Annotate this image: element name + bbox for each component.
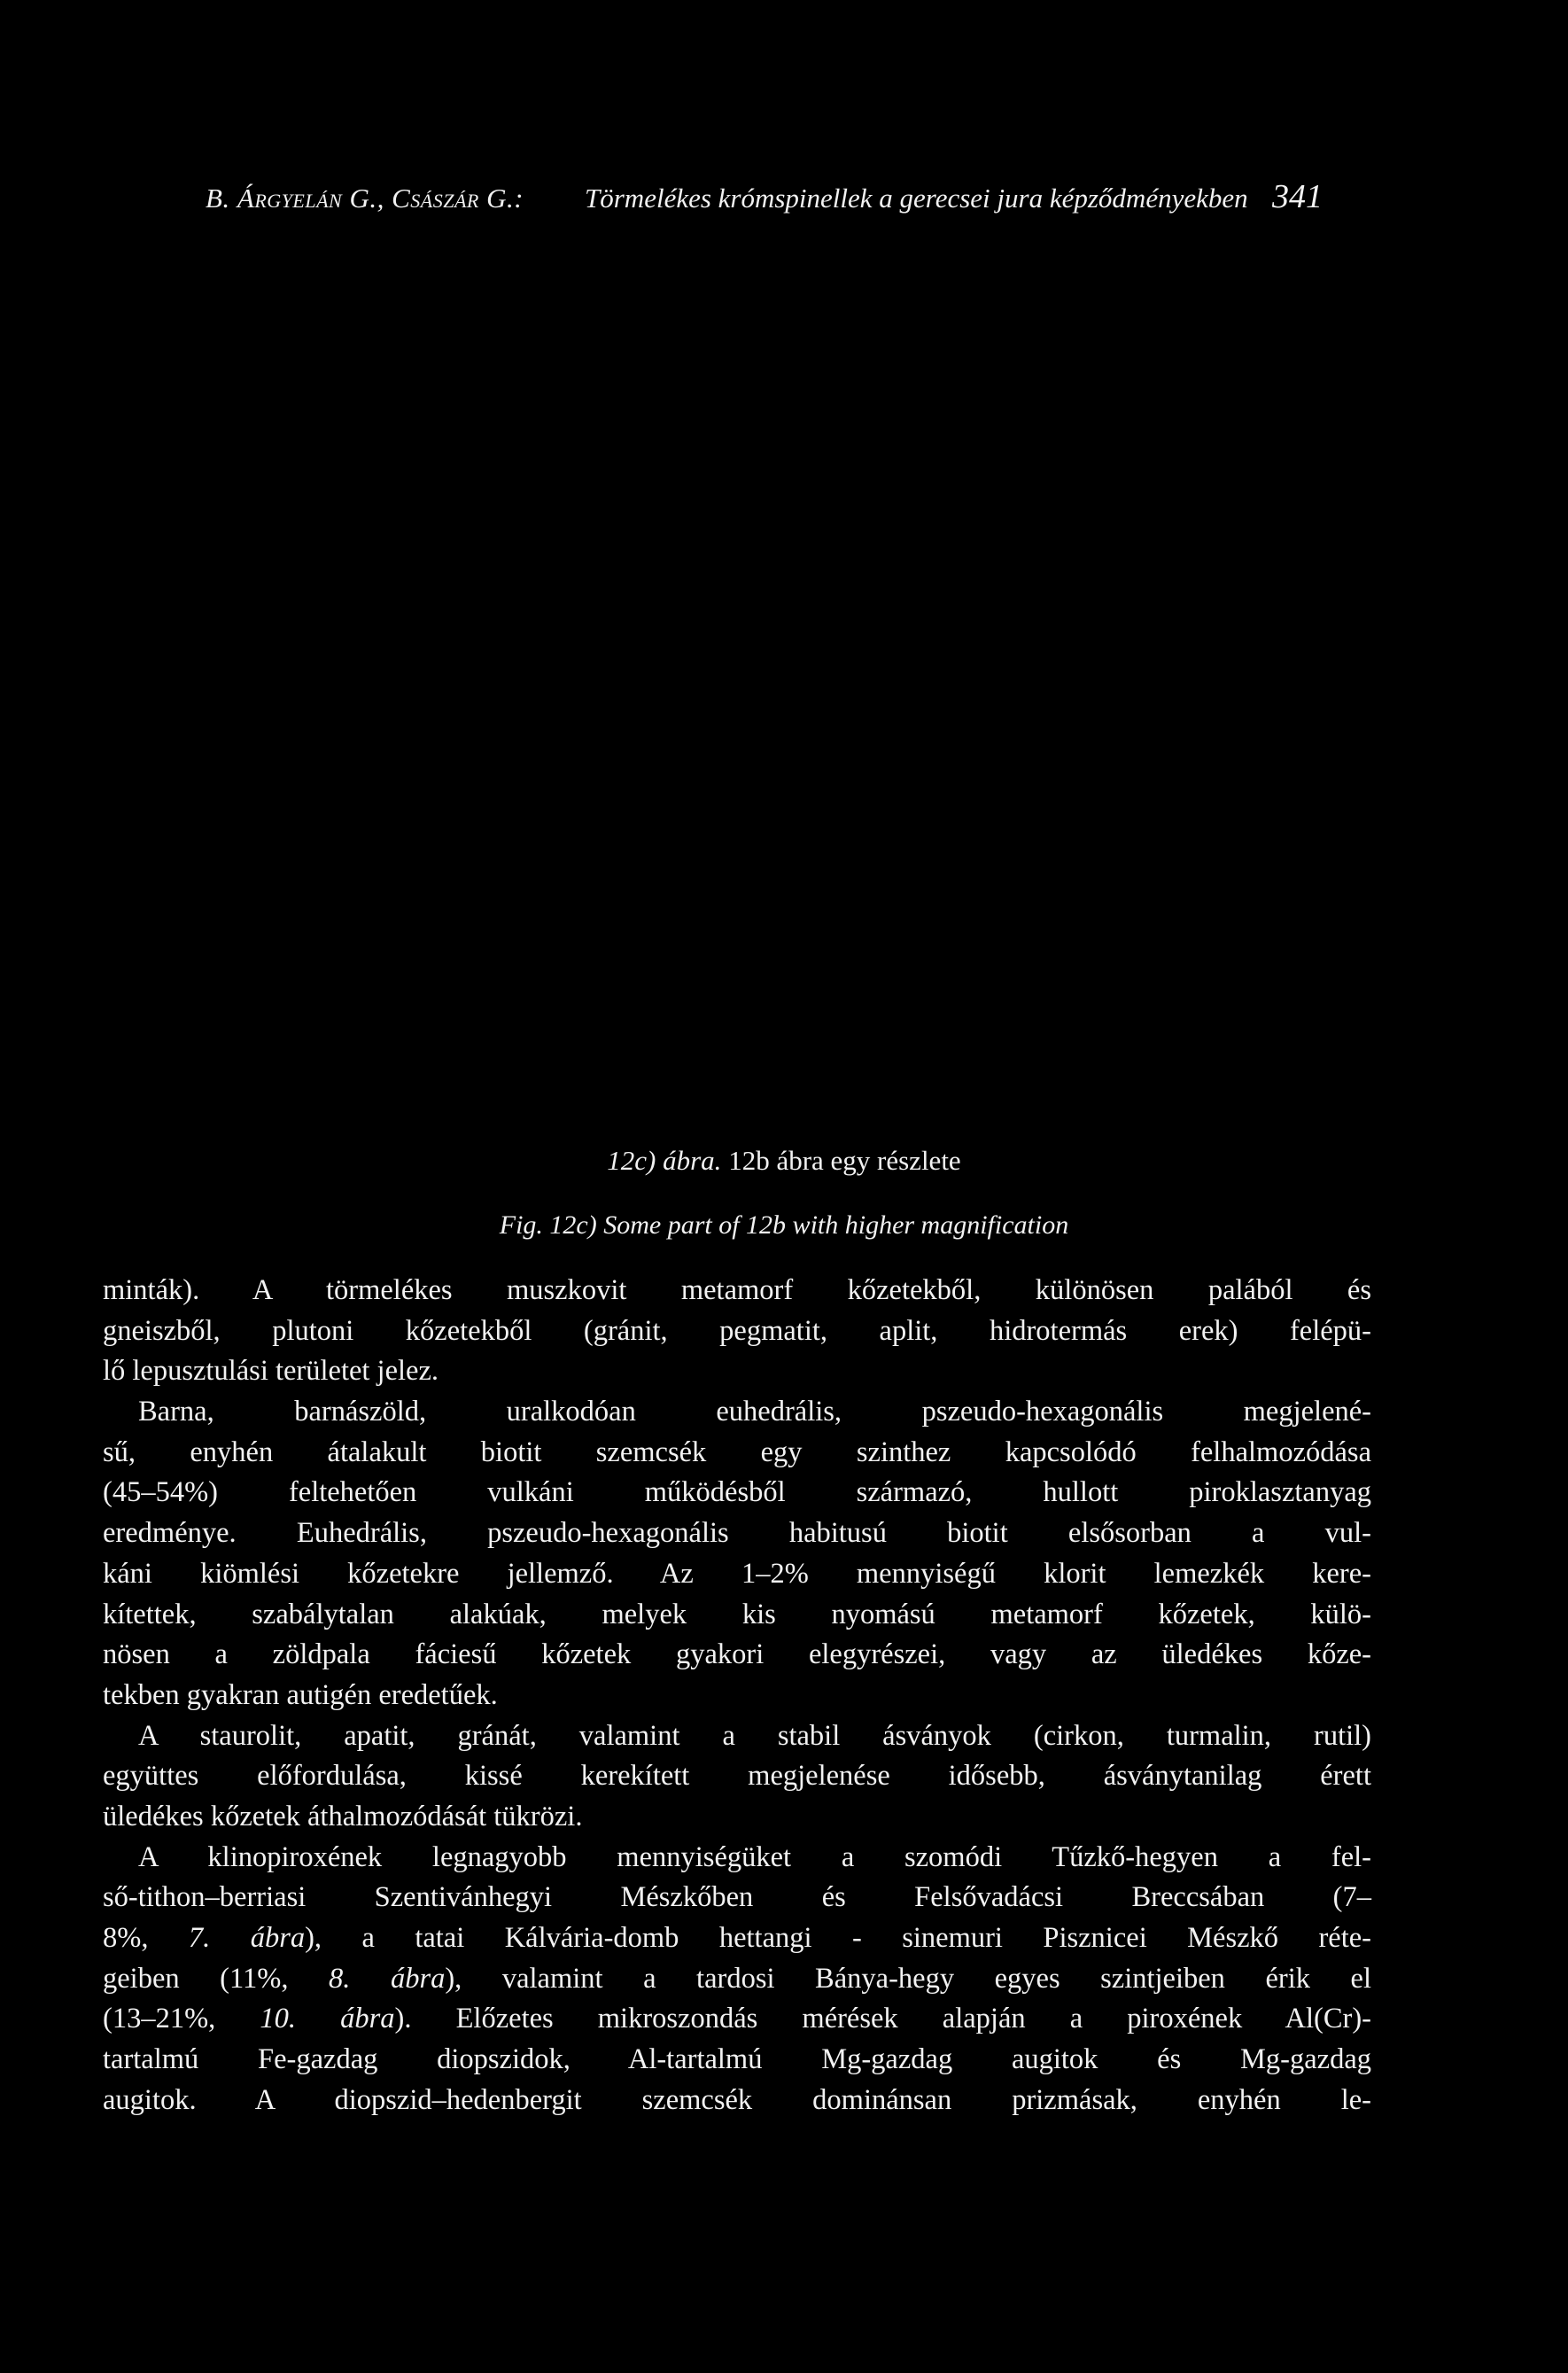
body-line-18	[103, 1959, 1371, 2000]
body-line-11: tekben gyakran autigén eredetűek.	[103, 1678, 498, 1711]
body-line-19	[103, 1999, 1371, 2040]
body-text	[103, 1271, 1371, 2120]
figure-ref-10: 10. ábra	[260, 2003, 395, 2035]
body-line-16: ső-tithon–berriasi Szentivánhegyi Mészkőben és Felsővadácsi Breccsában (7–	[103, 1881, 1371, 1914]
running-head-authors: B. Árgyelán G., Császár G.:	[206, 183, 524, 214]
line-19-post: ). Előzetes mikroszondás mérések alapján a piroxének Al(Cr)-	[394, 2003, 1371, 2035]
figure-caption-english: Fig. 12c) Some part of 12b with higher magnification	[499, 1210, 1069, 1240]
line-18-post: ), valamint a tardosi Bánya-hegy egyes szintjeiben érik el	[445, 1962, 1371, 1995]
body-line-20: tartalmú Fe-gazdag diopszidok, Al-tartalmú Mg-gazdag augitok és Mg-gazdag	[103, 2043, 1371, 2076]
figure-ref-7: 7. ábra	[188, 1922, 306, 1954]
line-17-post: ), a tatai Kálvária-domb hettangi - sinemuri Pisznicei Mészkő réte-	[305, 1922, 1371, 1954]
body-line-2: gneiszből, plutoni kőzetekből (gránit, pegmatit, aplit, hidrotermás erek) felépü-	[103, 1314, 1371, 1347]
body-line-4: Barna, barnászöld, uralkodóan euhedrális, pszeudo-hexagonális megjelené-	[138, 1396, 1371, 1428]
body-line-15: A klinopiroxének legnagyobb mennyiségüket a szomódi Tűzkő-hegyen a fel-	[138, 1840, 1371, 1873]
body-line-10: nösen a zöldpala fáciesű kőzetek gyakori elegyrészei, vagy az üledékes kőze-	[103, 1638, 1371, 1671]
running-head	[0, 174, 1568, 227]
figure-image	[0, 248, 1568, 1134]
figure-caption-hungarian	[0, 1145, 1568, 1177]
body-line-21: augitok. A diopszid–hedenbergit szemcsék dominánsan prizmásak, enyhén le-	[103, 2083, 1371, 2116]
body-line-1: minták). A törmelékes muszkovit metamorf kőzetekből, különösen palából és	[103, 1274, 1371, 1306]
page-number: 341	[1272, 178, 1323, 215]
body-line-12: A staurolit, apatit, gránát, valamint a stabil ásványok (cirkon, turmalin, rutil)	[138, 1719, 1371, 1752]
line-19-pre: (13–21%,	[103, 2003, 260, 2035]
body-line-8: káni kiömlési kőzetekre jellemző. Az 1–2% mennyiségű klorit lemezkék kere-	[103, 1557, 1371, 1590]
running-head-title: Törmelékes krómspinellek a gerecsei jura képződményekben	[585, 183, 1248, 214]
caption-hu-text: 12b ábra egy részlete	[728, 1145, 961, 1176]
body-line-14: üledékes kőzetek áthalmozódását tükrözi.	[103, 1800, 583, 1832]
line-18-pre: geiben (11%,	[103, 1962, 330, 1995]
body-line-13: együttes előfordulása, kissé kerekített megjelenése idősebb, ásványtanilag érett	[103, 1760, 1371, 1793]
caption-hu-label: 12c) ábra.	[607, 1145, 722, 1176]
body-line-6: (45–54%) feltehetően vulkáni működésből származó, hullott piroklasztanyag	[103, 1476, 1371, 1509]
figure-ref-8: 8. ábra	[329, 1962, 446, 1995]
body-line-17	[103, 1918, 1371, 1959]
line-17-pre: 8%,	[103, 1922, 189, 1954]
body-line-3: lő lepusztulási területet jelez.	[103, 1355, 439, 1388]
body-line-9: kítettek, szabálytalan alakúak, melyek kis nyomású metamorf kőzetek, külö-	[103, 1598, 1371, 1630]
body-line-7: eredménye. Euhedrális, pszeudo-hexagonális habitusú biotit elsősorban a vul-	[103, 1517, 1371, 1550]
body-line-5: sű, enyhén átalakult biotit szemcsék egy szinthez kapcsolódó felhalmozódása	[103, 1435, 1371, 1468]
